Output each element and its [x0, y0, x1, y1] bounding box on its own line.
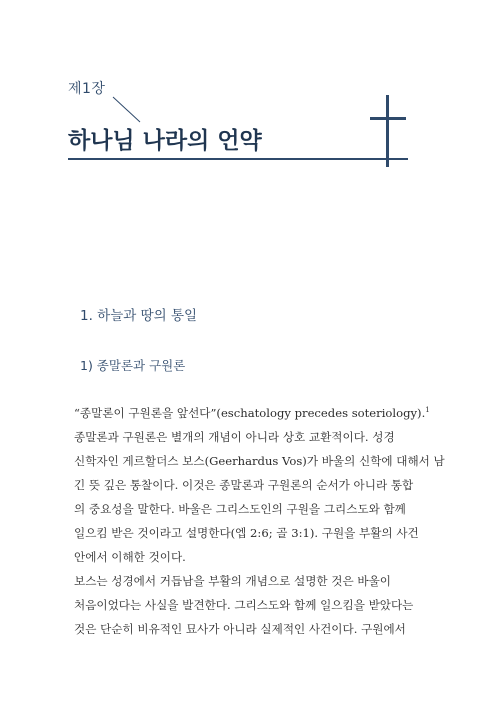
- paragraph-line: 처음이었다는 사실을 발견한다. 그리스도와 함께 일으킴을 받았다는: [74, 598, 414, 612]
- body-text: [74, 401, 445, 641]
- paragraph-line: 것은 단순히 비유적인 묘사가 아니라 실제적인 사건이다. 구원에서: [74, 622, 406, 636]
- title-rule: [68, 158, 408, 160]
- paragraph-line: 종말론과 구원론은 별개의 개념이 아니라 상호 교환적이다. 성경: [74, 430, 395, 444]
- quote-text: “종말론이 구원론을 앞선다”(eschatology precedes soteriology).: [74, 406, 426, 420]
- footnote-ref: 1: [425, 406, 430, 415]
- paragraph-line: 의 중요성을 말한다. 바울은 그리스도인의 구원을 그리스도와 함께: [74, 502, 406, 516]
- paragraph-line: 긴 뜻 깊은 통찰이다. 이것은 종말론과 구원론의 순서가 아니라 통합: [74, 478, 414, 492]
- quote-line: [74, 401, 430, 425]
- paragraph-line: 안에서 이해한 것이다.: [74, 550, 186, 564]
- cross-icon: [370, 95, 410, 167]
- sub-heading: 1) 종말론과 구원론: [80, 358, 186, 373]
- paragraph-line: 보스는 성경에서 거듭남을 부활의 개념으로 설명한 것은 바울이: [74, 574, 391, 588]
- chapter-title: 하나님 나라의 언약: [68, 128, 262, 154]
- paragraph-line: 일으킴 받은 것이라고 설명한다(엡 2:6; 골 3:1). 구원을 부활의 사건: [74, 526, 419, 540]
- chapter-label: 제1장: [68, 81, 106, 97]
- section-heading: 1. 하늘과 땅의 통일: [80, 308, 198, 324]
- paragraph-line: 신학자인 게르할더스 보스(Geerhardus Vos)가 바울의 신학에 대해서 남: [74, 454, 445, 468]
